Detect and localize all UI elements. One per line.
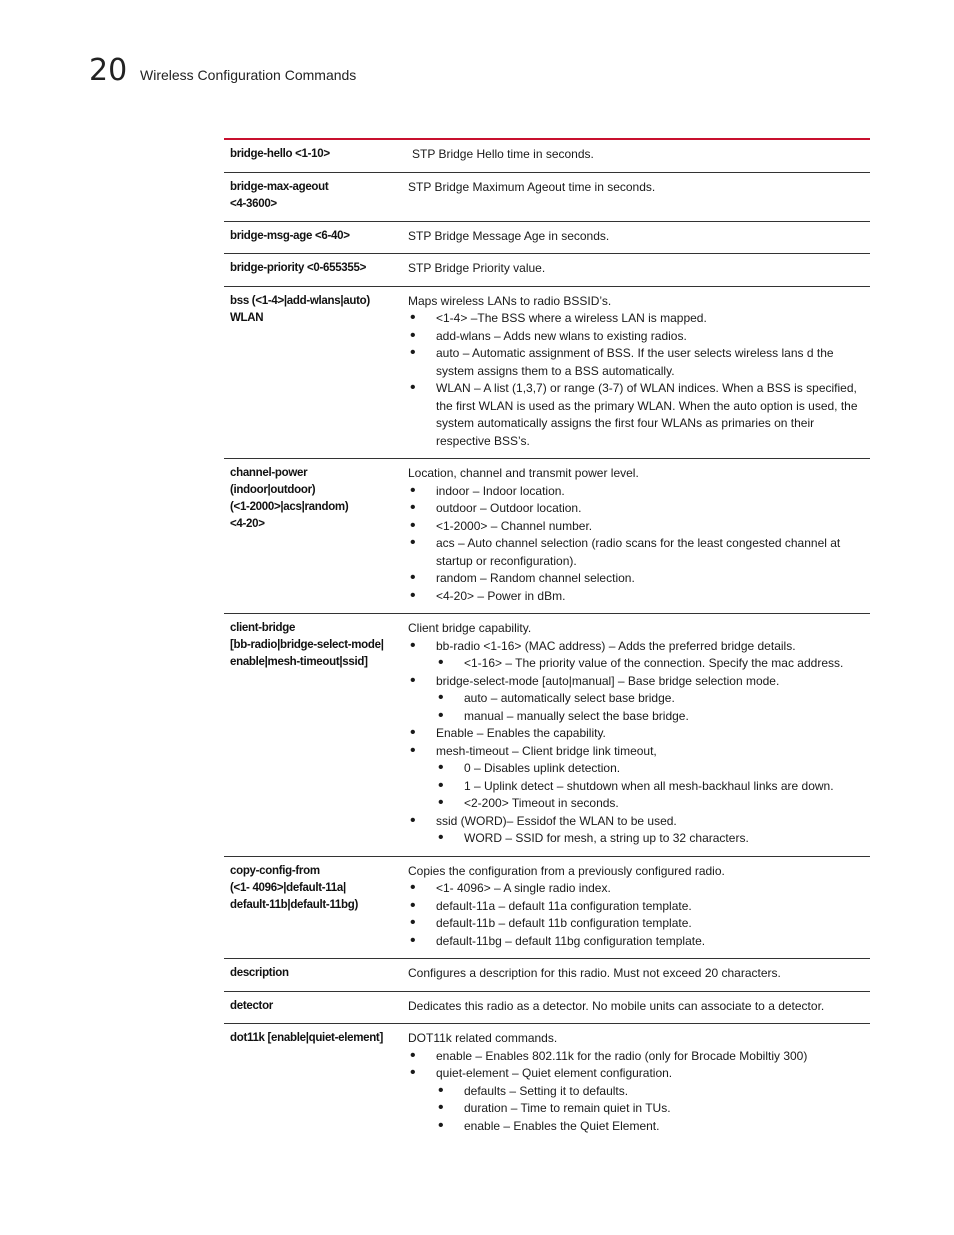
description-cell: [402, 1030, 870, 1135]
table-row: [224, 222, 870, 255]
command-line: client-bridge: [230, 622, 296, 634]
command-line: <4-3600>: [230, 197, 277, 210]
bullet-item: • default-11b – default 11b configuration template.: [408, 915, 870, 933]
description-text: STP Bridge Message Age in seconds.: [408, 228, 610, 243]
bullet-item: • Enable – Enables the capability.: [408, 725, 870, 743]
command-line: default-11b|default-11bg): [230, 898, 358, 911]
bullet-item: • random – Random channel selection.: [408, 570, 870, 588]
command-line: bridge-priority <0-655355>: [230, 262, 367, 274]
bullet-item: • <4-20> – Power in dBm.: [408, 588, 870, 606]
description-cell: [402, 293, 870, 451]
description-text: Configures a description for this radio. Must not exceed 20 characters.: [408, 966, 781, 980]
sub-bullet-item: • <2-200> Timeout in seconds.: [408, 795, 870, 813]
bullet-item: • bb-radio <1-16> (MAC address) – Adds the preferred bridge details.: [408, 638, 870, 656]
command-cell: [224, 620, 402, 848]
bullet-item: • enable – Enables 802.11k for the radio (only for Brocade Mobiltiy 300): [408, 1048, 870, 1066]
table-row: [224, 959, 870, 992]
bullet-item: • <1-4> –The BSS where a wireless LAN is mapped.: [408, 310, 870, 328]
bullet-item: • add-wlans – Adds new wlans to existing radios.: [408, 328, 870, 346]
bullet-item: • bridge-select-mode [auto|manual] – Base bridge selection mode.: [408, 673, 870, 691]
table-row: [224, 254, 870, 287]
command-cell: [224, 465, 402, 605]
sub-bullet-item: • defaults – Setting it to defaults.: [408, 1083, 870, 1101]
sub-bullet-item: • manual – manually select the base bridge.: [408, 708, 870, 726]
description-cell: [402, 179, 870, 213]
command-line: channel-power: [230, 467, 308, 479]
description-text: Client bridge capability.: [408, 621, 532, 635]
sub-bullet-item: • enable – Enables the Quiet Element.: [408, 1118, 870, 1136]
sub-bullet-item: • <1-16> – The priority value of the connection. Specify the mac address.: [408, 655, 870, 673]
chapter-number: 20: [89, 53, 128, 88]
command-line: detector: [230, 999, 273, 1012]
description-cell: [402, 620, 870, 848]
command-line: bridge-max-ageout: [230, 180, 329, 193]
command-cell: [224, 1030, 402, 1135]
description-cell: [402, 260, 870, 278]
bullet-item: • auto – Automatic assignment of BSS. If the user selects wireless lans d the system assigns them to a BSS automatically.: [408, 345, 870, 380]
description-cell: [402, 965, 870, 983]
description-text: STP Bridge Hello time in seconds.: [412, 147, 594, 161]
table-row: [224, 1024, 870, 1143]
table-row: [224, 287, 870, 460]
description-cell: [402, 998, 870, 1016]
command-line: [bb-radio|bridge-select-mode|: [230, 639, 384, 651]
description-cell: [402, 465, 870, 605]
command-line: bridge-hello <1-10>: [230, 148, 330, 160]
sub-bullet-item: • auto – automatically select base bridge.: [408, 690, 870, 708]
command-cell: [224, 260, 402, 278]
bullet-item: • <1- 4096> – A single radio index.: [408, 880, 870, 898]
bullet-item: • default-11a – default 11a configuration template.: [408, 898, 870, 916]
bullet-item: • outdoor – Outdoor location.: [408, 500, 870, 518]
table-row: [224, 857, 870, 960]
table-row: [224, 459, 870, 614]
bullet-item: • <1-2000> – Channel number.: [408, 518, 870, 536]
command-cell: [224, 146, 402, 164]
bullet-list: [408, 310, 870, 450]
command-line: <4-20>: [230, 518, 265, 530]
chapter-title: Wireless Configuration Commands: [140, 67, 357, 83]
command-line: enable|mesh-timeout|ssid]: [230, 656, 368, 668]
bullet-item: • ssid (WORD)– Essidof the WLAN to be used.: [408, 813, 870, 831]
description-text: Location, channel and transmit power level.: [408, 466, 639, 480]
command-line: (<1- 4096>|default-11a|: [230, 881, 346, 894]
description-cell: [402, 863, 870, 951]
description-text: STP Bridge Maximum Ageout time in seconds.: [408, 179, 656, 194]
command-line: bridge-msg-age <6-40>: [230, 229, 350, 242]
command-cell: [224, 863, 402, 951]
command-line: copy-config-from: [230, 864, 320, 877]
command-line: (<1-2000>|acs|random): [230, 501, 349, 513]
description-cell: [402, 228, 870, 246]
bullet-item: • acs – Auto channel selection (radio scans for the least congested channel at startup or reconfiguration).: [408, 535, 870, 570]
bullet-list: [408, 1048, 870, 1136]
description-text: Dedicates this radio as a detector. No mobile units can associate to a detector.: [408, 998, 825, 1013]
table-row: [224, 173, 870, 222]
bullet-list: [408, 880, 870, 950]
command-cell: [224, 293, 402, 451]
sub-bullet-item: • duration – Time to remain quiet in TUs.: [408, 1100, 870, 1118]
description-text: Maps wireless LANs to radio BSSID’s.: [408, 293, 612, 308]
command-line: dot11k [enable|quiet-element]: [230, 1032, 383, 1044]
sub-bullet-item: • 1 – Uplink detect – shutdown when all mesh-backhaul links are down.: [408, 778, 870, 796]
command-line: WLAN: [230, 311, 264, 324]
command-cell: [224, 228, 402, 246]
bullet-list: [408, 638, 870, 848]
description-text: DOT11k related commands.: [408, 1031, 558, 1045]
description-text: STP Bridge Priority value.: [408, 261, 546, 275]
bullet-item: • quiet-element – Quiet element configuration.: [408, 1065, 870, 1083]
command-cell: [224, 965, 402, 983]
description-text: Copies the configuration from a previously configured radio.: [408, 863, 725, 878]
table-row: [224, 992, 870, 1025]
command-cell: [224, 998, 402, 1016]
bullet-item: • indoor – Indoor location.: [408, 483, 870, 501]
bullet-item: • mesh-timeout – Client bridge link timeout,: [408, 743, 870, 761]
command-cell: [224, 179, 402, 213]
command-line: description: [230, 967, 289, 979]
table-row: [224, 614, 870, 857]
bullet-list: [408, 483, 870, 606]
table-row: [224, 140, 870, 173]
sub-bullet-item: • WORD – SSID for mesh, a string up to 32 characters.: [408, 830, 870, 848]
bullet-item: • WLAN – A list (1,3,7) or range (3-7) of WLAN indices. When a BSS is specified, the first WLAN is used as the primary WLAN. When the auto option is used, the system automatically assigns the first four WLANs as primaries on their respective BSS’s.: [408, 380, 870, 450]
command-line: (indoor|outdoor): [230, 484, 316, 496]
command-table: [224, 138, 870, 1143]
command-line: bss (<1-4>|add-wlans|auto): [230, 294, 370, 307]
description-cell: [402, 146, 870, 164]
sub-bullet-item: • 0 – Disables uplink detection.: [408, 760, 870, 778]
bullet-item: • default-11bg – default 11bg configuration template.: [408, 933, 870, 951]
